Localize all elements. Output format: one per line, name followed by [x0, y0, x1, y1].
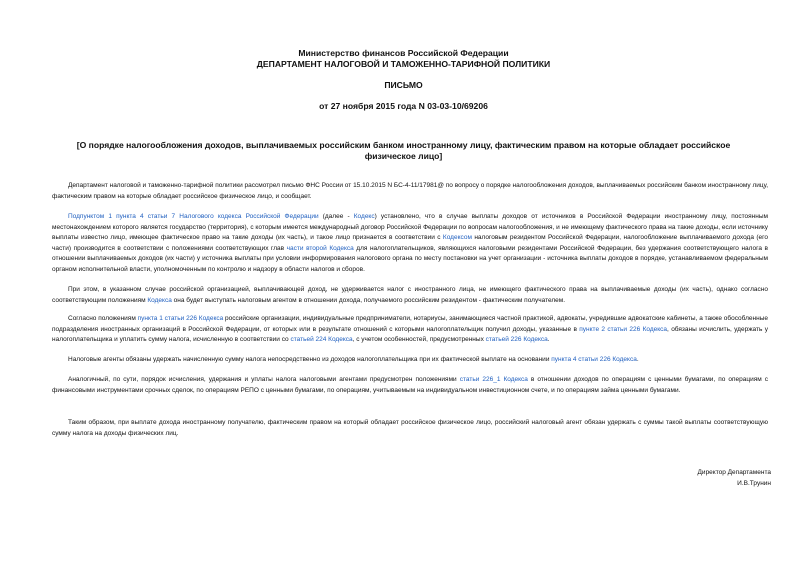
paragraph-2: [52, 212, 768, 276]
paragraph-text: ) установлено, что в случае выплаты доходов от источников в Российской Федерации иностранному лицу, постоянным местонахождением которого является государство (территория), с которым имеется международный договор Российской Федерации по вопросам налогообложения, и не имеющему фактического права на такие доходы, если источнику выплаты известно лицо, имеющее фактическое право на такие доходы (их часть), и такое лицо признается в соответствии с: [52, 213, 768, 242]
link-code[interactable]: Кодекса: [147, 296, 172, 304]
paragraph-text: Аналогичный, по сути, порядок исчисления, удержания и уплаты налога налоговыми агентами предусмотрен положениями: [68, 376, 460, 383]
paragraph-text: Налоговые агенты обязаны удержать начисленную сумму налога непосредственно из доходов налогоплательщика при их фактической выплате на основании: [68, 356, 552, 363]
signature-name: И.В.Трунин: [737, 480, 771, 487]
paragraph-text: .: [636, 356, 639, 363]
department-name: ДЕПАРТАМЕНТ НАЛОГОВОЙ И ТАМОЖЕННО-ТАРИФНОЙ ПОЛИТИКИ: [256, 59, 551, 69]
paragraph-text: (далее -: [318, 213, 354, 220]
paragraph-text: Таким образом, при выплате дохода иностранному получателю, фактическим правом на который обладает российское физическое лицо, российский налоговый агент обязан удержать с суммы такой выплаты соответствующую сумму налога на доходы физических лиц.: [52, 419, 768, 437]
paragraph-7: [52, 418, 768, 439]
paragraph-text: Согласно положениям: [68, 315, 138, 322]
document-type: ПИСЬМО: [384, 80, 423, 90]
paragraph-text: она будет выступать налоговым агентом в отношении дохода, получаемого российским резидентом - фактическим получателем.: [171, 296, 566, 304]
link-article-226-1[interactable]: статьи 226_1 Кодекса: [459, 376, 528, 383]
paragraph-1: [52, 181, 768, 202]
paragraph-text: .: [547, 336, 550, 344]
paragraph-4: [52, 314, 768, 346]
link-tax-code-article-7[interactable]: Подпунктом 1 пункта 4 статьи 7 Налогового кодекса Российской Федерации: [68, 213, 319, 220]
link-article-226[interactable]: статьей 226 Кодекса: [485, 336, 548, 344]
link-article-226-p4[interactable]: пункта 4 статьи 226 Кодекса: [551, 356, 637, 363]
paragraph-text: , с учетом особенностей, предусмотренных: [352, 336, 486, 344]
paragraph-3: [52, 285, 768, 306]
ministry-name: Министерство финансов Российской Федерации: [298, 48, 509, 58]
paragraph-text: в отношении доходов по операциям с ценными бумагами, по операциям с финансовыми инструментами срочных сделок, по операциям РЕПО с ценными бумагами, по операциям, учитываемым на индивидуальном инвестиционном счете, и по операциям займа ценными бумагами.: [52, 376, 768, 394]
signature-position: Директор Департамента: [697, 469, 771, 476]
link-code-part-two[interactable]: части второй Кодекса: [286, 244, 354, 252]
paragraph-6: [52, 375, 768, 396]
link-article-226-p2[interactable]: пункте 2 статьи 226 Кодекса: [579, 325, 668, 333]
paragraph-5: [52, 355, 768, 366]
paragraph-text: налоговым резидентом Российской Федерации, налогообложение выплачиваемого дохода (его части) производится в соответствии с положениями соответствующих глав: [52, 234, 768, 252]
paragraph-text: При этом, в указанном случае российской организацией, выплачивающей доход, не удерживается налог с иностранного лица, не имеющего фактического права на выплачиваемые доходы (их часть), однако согласно соответствующим положениям: [52, 286, 768, 304]
paragraph-text: для налогоплательщиков, являющихся налоговыми резидентами Российской Федерации, без удержания соответствующего налога в отношении выплачиваемых доходов (их части) у источника выплаты при условии информирования налогового органа по месту постановки на учет организации - источника выплаты доходов в порядке, устанавливаемом федеральным органом исполнительной власти, уполномоченным по контролю и надзору в области налогов и сборов.: [52, 244, 768, 273]
link-article-224[interactable]: статьей 224 Кодекса: [290, 336, 353, 344]
link-article-226-p1[interactable]: пункта 1 статьи 226 Кодекса: [137, 315, 224, 322]
link-code[interactable]: Кодексом: [442, 234, 472, 242]
document-date-number: от 27 ноября 2015 года N 03-03-10/69206: [319, 101, 488, 111]
document-title: [О порядке налогообложения доходов, выплачиваемых российским банком иностранному лицу, фактическим правом на которые обладает российское физическое лицо]: [76, 140, 731, 161]
paragraph-text: , обязаны исчислить, удержать у налогоплательщика и уплатить сумму налога, исчисленную в соответствии со: [52, 325, 768, 344]
paragraph-text: Департамент налоговой и таможенно-тарифной политики рассмотрел письмо ФНС России от 15.10.2015 N БС-4-11/17981@ по вопросу о порядке налогообложения доходов, выплачиваемых российским банком иностранному лицу, фактическим правом на которые обладает российское физическое лицо, и сообщает.: [52, 182, 769, 200]
link-code[interactable]: Кодекс: [353, 213, 375, 220]
paragraph-text: российские организации, индивидуальные предприниматели, нотариусы, занимающиеся частной практикой, адвокаты, учредившие адвокатские кабинеты, а также обособленные подразделения иностранных организаций в Российской Федерации, от которых или в результате отношений с которыми налогоплательщик получил доходы, указанные в: [52, 315, 768, 333]
